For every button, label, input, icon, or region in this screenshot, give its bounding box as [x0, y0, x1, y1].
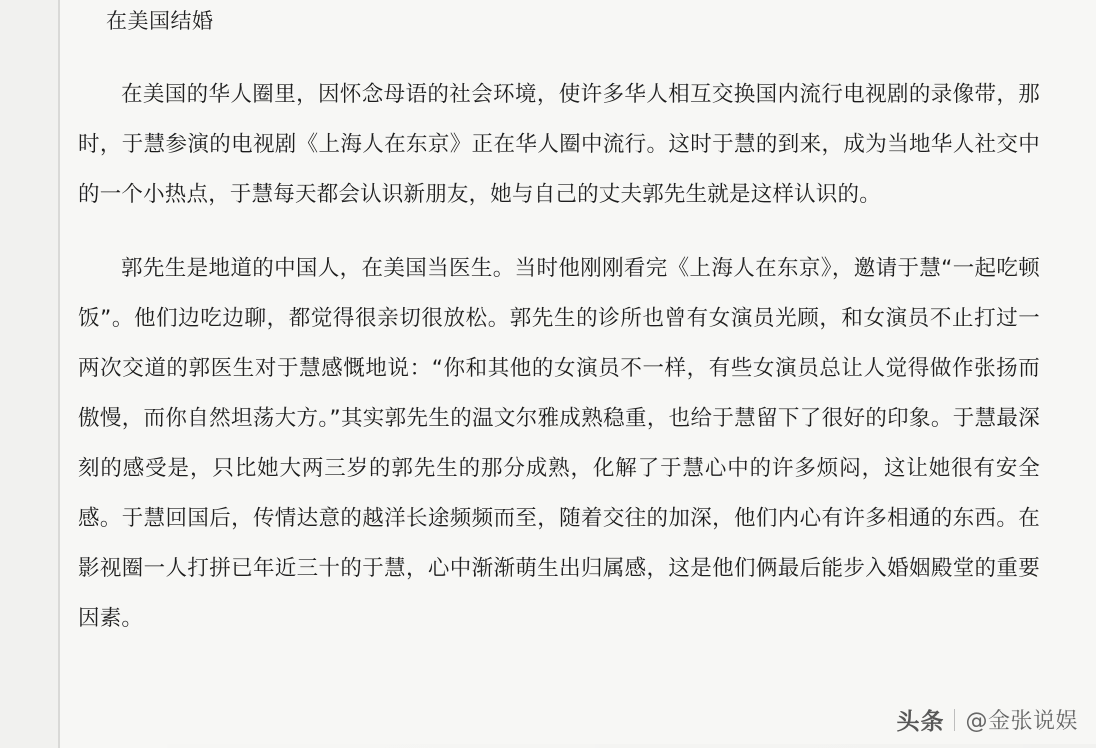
document-content	[78, 0, 1066, 748]
watermark	[896, 703, 1078, 736]
page-left-margin	[0, 0, 58, 748]
watermark-author: @金张说娱	[965, 709, 1078, 734]
watermark-divider	[954, 709, 955, 731]
page-bottom-edge	[60, 744, 1096, 748]
toutiao-logo: 头条	[896, 709, 945, 735]
page-left-rule	[58, 0, 60, 748]
section-heading: 在美国结婚	[106, 9, 214, 33]
paragraph-2: 郭先生是地道的中国人，在美国当医生。当时他刚刚看完《上海人在东京》，邀请于慧“一起吃顿饭”。他们边吃边聊，都觉得很亲切很放松。郭先生的诊所也曾有女演员光顾，和女演员不止打过一两次交道的郭医生对于慧感慨地说：“你和其他的女演员不一样，有些女演员总让人觉得做作张扬而傲慢，而你自然坦荡大方。”其实郭先生的温文尔雅成熟稳重，也给于慧留下了很好的印象。于慧最深刻的感受是，只比她大两三岁的郭先生的那分成熟，化解了于慧心中的许多烦闷，这让她很有安全感。于慧回国后，传情达意的越洋长途频频而至，随着交往的加深，他们内心有许多相通的东西。在影视圈一人打拼已年近三十的于慧，心中渐渐萌生出归属感，这是他们俩最后能步入婚姻殿堂的重要因素。	[78, 256, 1040, 631]
paragraph-1: 在美国的华人圈里，因怀念母语的社会环境，使许多华人相互交换国内流行电视剧的录像带，那时，于慧参演的电视剧《上海人在东京》正在华人圈中流行。这时于慧的到来，成为当地华人社交中的一个小热点，于慧每天都会认识新朋友，她与自己的丈夫郭先生就是这样认识的。	[78, 82, 1040, 207]
